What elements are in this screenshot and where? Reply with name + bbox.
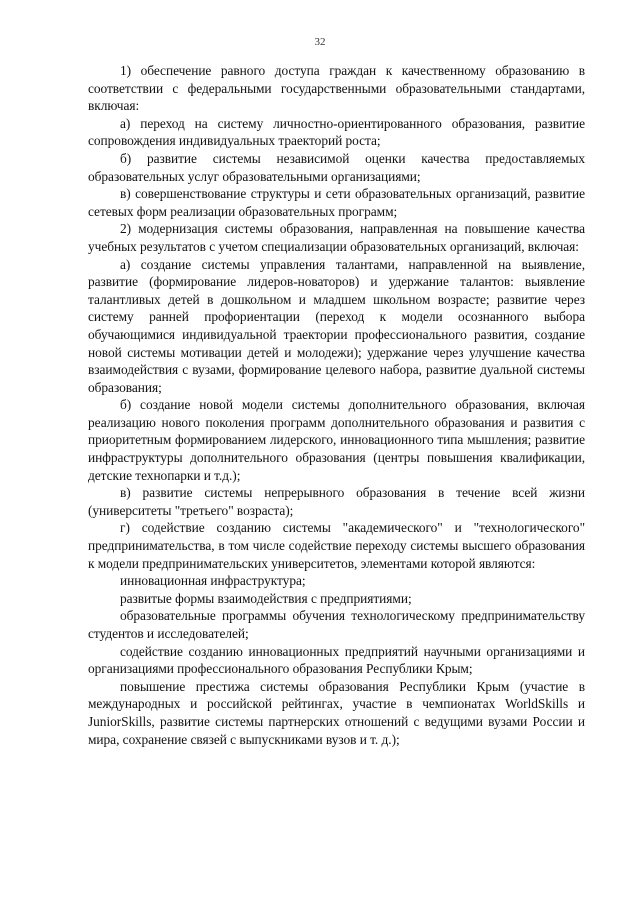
page-number: 32 <box>314 36 326 48</box>
list-item-prestige: повышение престижа системы образования Республики Крым (участие в международных и российской рейтингах, участие в чемпионатах WorldSkills и JuniorSkills, развитие системы партнерских отношений с ведущими вузами России и мира, сохранение связей с выпускниками вузов и т. д.); <box>88 678 585 747</box>
list-item-enterprise-interaction: развитые формы взаимодействия с предприятиями; <box>120 590 412 606</box>
paragraph-2b: б) создание новой модели системы дополнительного образования, включая реализацию нового поколения программ дополнительного образования и развития с приоритетным формированием лидерского, инновационного типа мышления; развитие инфраструктуры дополнительного образования (центры повышения квалификации, детские технопарки и т.д.); <box>88 397 585 483</box>
list-item-innovation-infrastructure: инновационная инфраструктура; <box>120 573 306 589</box>
list-item-innovative-enterprises: содействие созданию инновационных предприятий научными организациями и организациями профессионального образования Республики Крым; <box>88 643 585 677</box>
list-item-entrepreneurship-programs: образовательные программы обучения технологическому предпринимательству студентов и исследователей; <box>88 608 585 641</box>
paragraph-1b: б) развитие системы независимой оценки качества предоставляемых образовательных услуг образовательными организациями; <box>88 150 585 184</box>
paragraph-2: 2) модернизация системы образования, направленная на повышение качества учебных результатов с учетом специализации образовательных организаций, включая: <box>88 221 585 254</box>
paragraph-2c: в) развитие системы непрерывного образования в течение всей жизни (университеты "третьего" возраста); <box>88 485 585 518</box>
paragraph-2a: а) создание системы управления талантами, направленной на выявление, развитие (формирование лидеров-новаторов) и удержание талантов: выявление талантливых детей в дошкольном и младшем школьном возрасте; развитие через систему ранней профориентации (переход к модели осознанного выбора обучающимися индивидуальной траектории профессионального развития, создание новой системы мотивации детей и молодежи); удержание через улучшение качества взаимодействия с вузами, формирование целевого набора, развитие дуальной системы образования; <box>88 256 585 395</box>
paragraph-1: 1) обеспечение равного доступа граждан к качественному образованию в соответствии с федеральными государственными образовательными стандартами, включая: <box>88 63 585 114</box>
paragraph-1a: а) переход на систему личностно-ориентированного образования, развитие сопровождения индивидуальных траекторий роста; <box>88 115 585 149</box>
paragraph-1c: в) совершенствование структуры и сети образовательных организаций, развитие сетевых форм реализации образовательных программ; <box>88 186 585 219</box>
paragraph-2d: г) содействие созданию системы "академического" и "технологического" предпринимательства, в том числе содействие переходу системы высшего образования к модели предпринимательских университетов, элементами которой являются: <box>88 520 585 571</box>
document-body <box>88 62 585 748</box>
